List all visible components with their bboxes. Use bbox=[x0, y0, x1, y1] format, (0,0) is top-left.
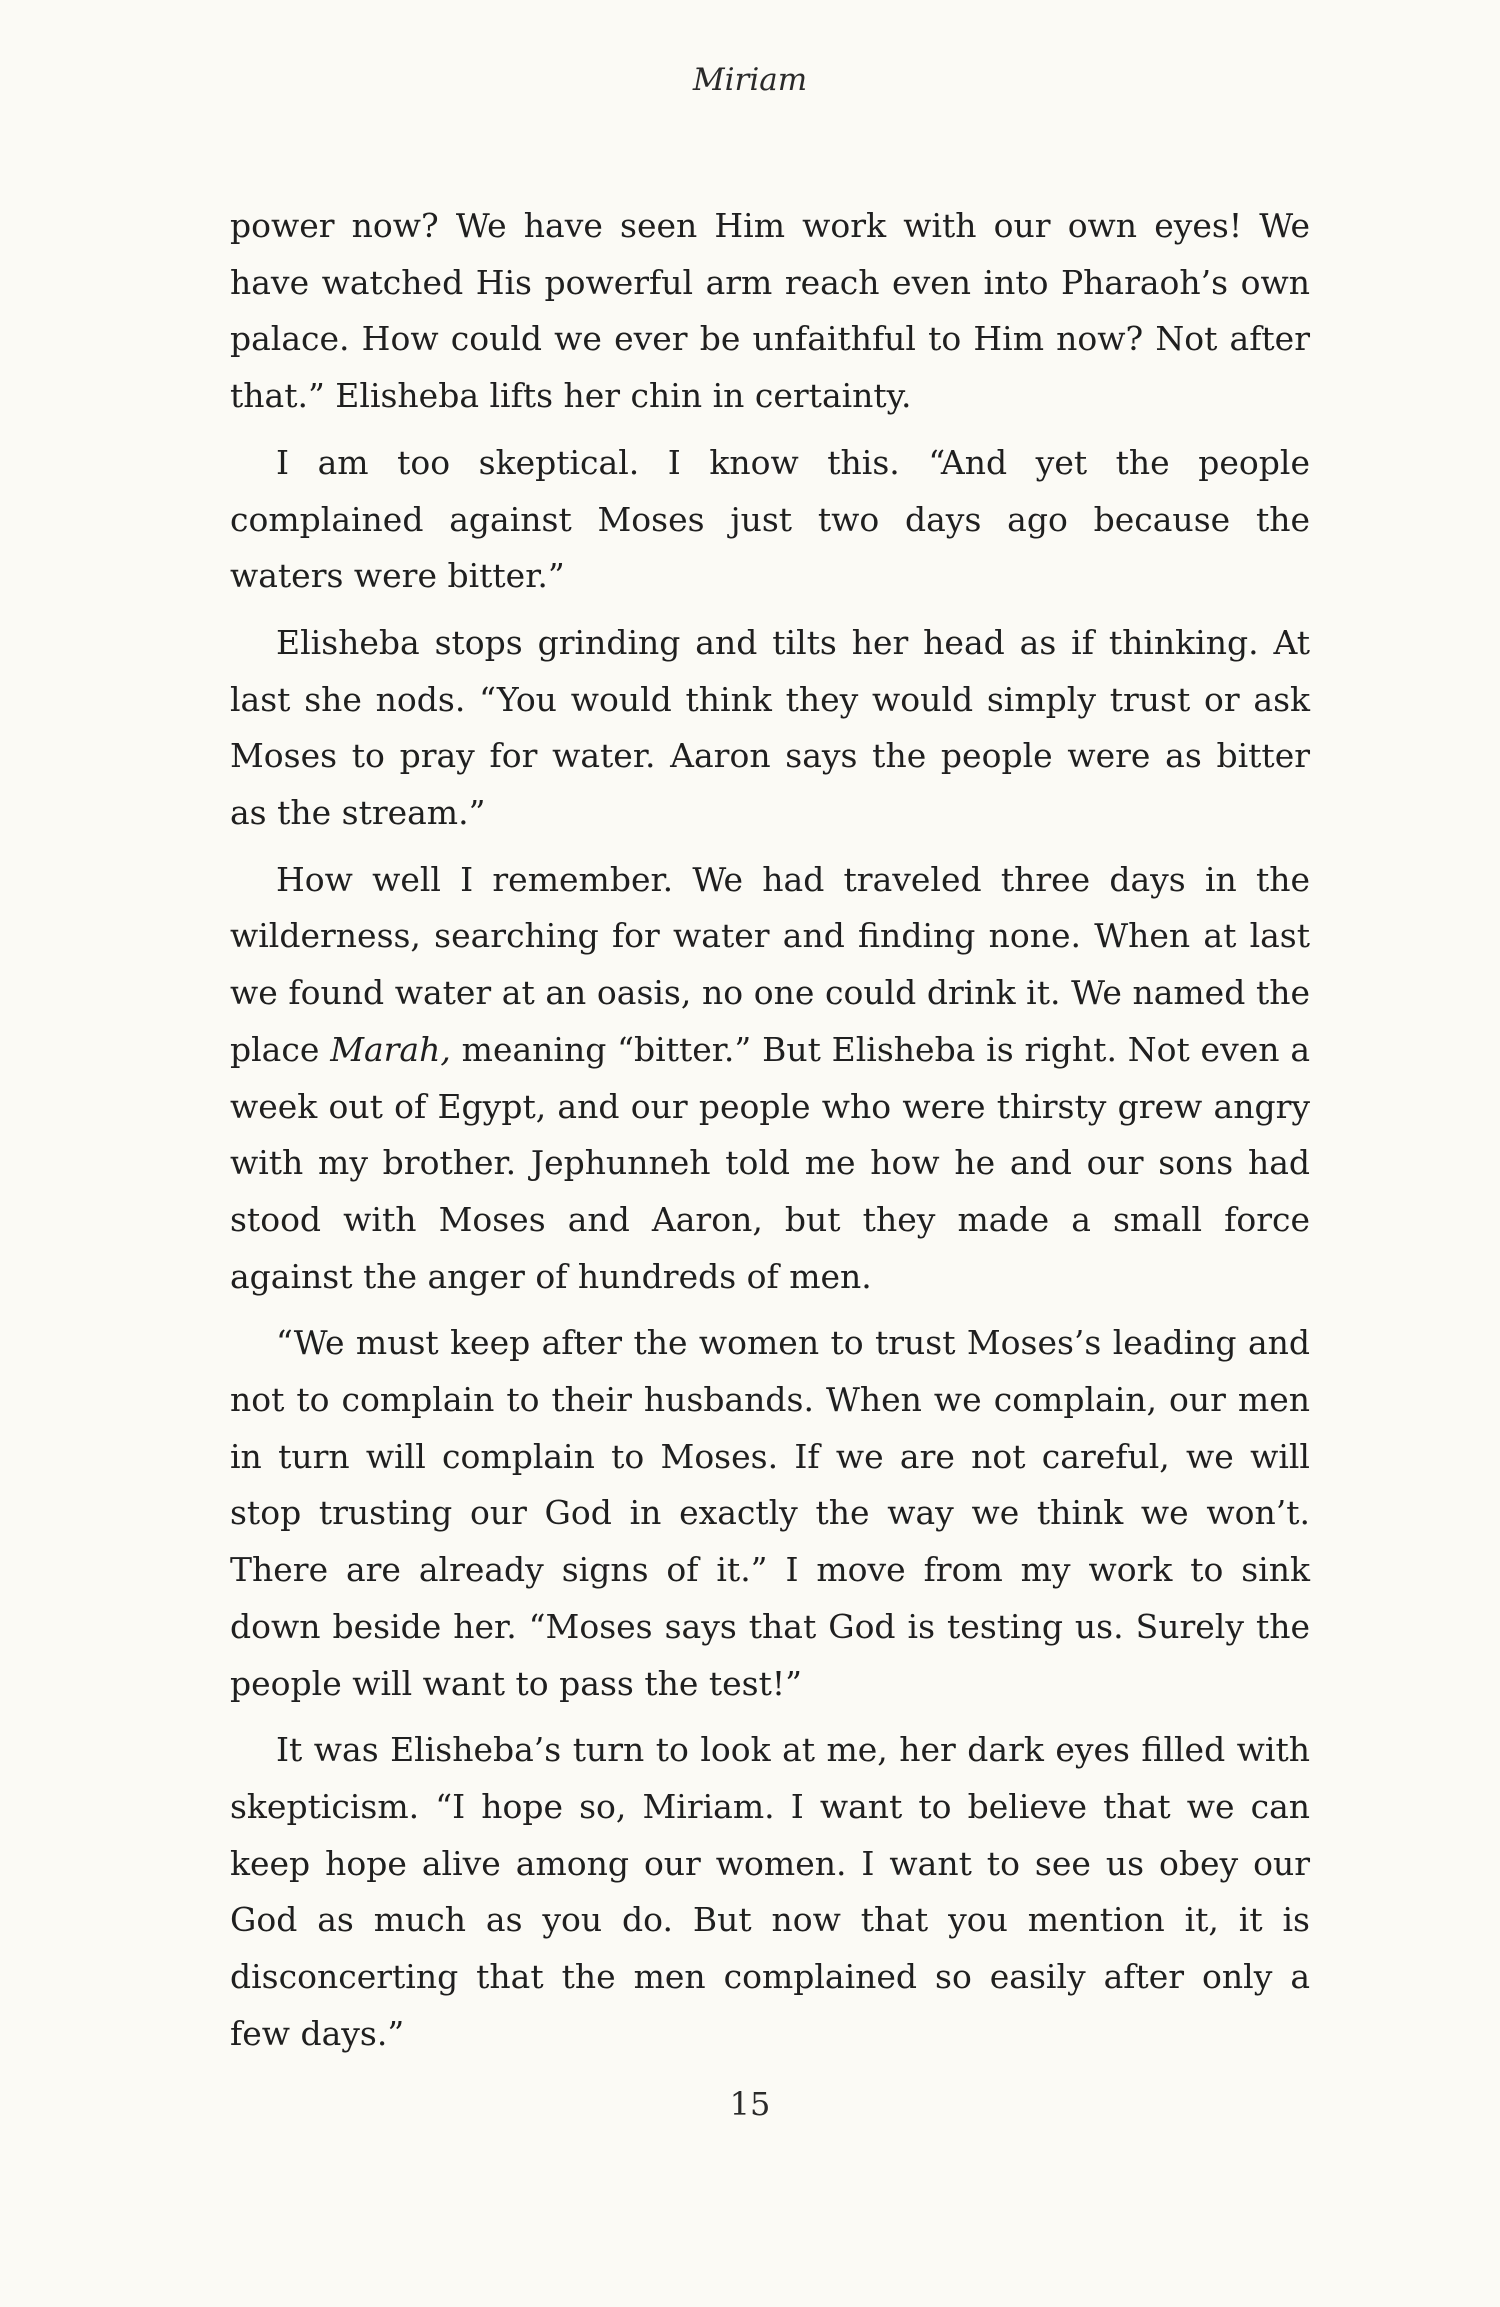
running-head: Miriam bbox=[692, 62, 808, 98]
page-number: 15 bbox=[729, 2085, 771, 2123]
paragraph bbox=[230, 615, 1310, 842]
paragraph-text: It was Elisheba’s turn to look at me, her dark eyes filled with skepticism. “I hope so, Miriam. I want to believe that we can keep hope alive among our women. I want to see us obey our God as much as you do. But now that you mention it, it is disconcerting that the men complained so easily after only a few days.” bbox=[230, 1730, 1310, 2053]
paragraph-text: I am too skeptical. I know this. “And yet the people complained against Moses just two days ago because the waters were bitter.” bbox=[230, 442, 1310, 596]
paragraph bbox=[230, 1722, 1310, 2062]
paragraph bbox=[230, 435, 1310, 605]
paragraph-text: Elisheba stops grinding and tilts her head as if thinking. At last she nods. “You would think they would simply trust or ask Moses to pray for water. Aaron says the people were as bitter as the stream.” bbox=[230, 622, 1310, 833]
body-text bbox=[230, 198, 1310, 2063]
paragraph bbox=[230, 852, 1310, 1306]
paragraph bbox=[230, 1315, 1310, 1712]
paragraph-text: meaning “bitter.” But Elisheba is right. Not even a week out of Egypt, and our people who were thirsty grew angry with my brother. Jephunneh told me how he and our sons had stood with Moses and Aaron, but they made a small force against the anger of hundreds of men. bbox=[230, 1029, 1311, 1296]
paragraph-text: “We must keep after the women to trust Moses’s leading and not to complain to their husbands. When we complain, our men in turn will complain to Moses. If we are not careful, we will stop trusting our God in exactly the way we think we won’t. There are already signs of it.” I move from my work to sink down beside her. “Moses says that God is testing us. Surely the people will want to pass the test!” bbox=[230, 1323, 1310, 1703]
italic-place-name: Marah, bbox=[330, 1029, 451, 1069]
paragraph-text: power now? We have seen Him work with our own eyes! We have watched His powerful arm reach even into Pharaoh’s own palace. How could we ever be unfaithful to Him now? Not after that.” Elisheba lifts her chin in certainty. bbox=[230, 206, 1310, 416]
paragraph bbox=[230, 198, 1310, 425]
paragraph-text: How well I remember. We had traveled three days in the wilderness, searching for water and finding none. When at last we found water at an oasis, no one could drink it. We named the place bbox=[230, 859, 1310, 1069]
